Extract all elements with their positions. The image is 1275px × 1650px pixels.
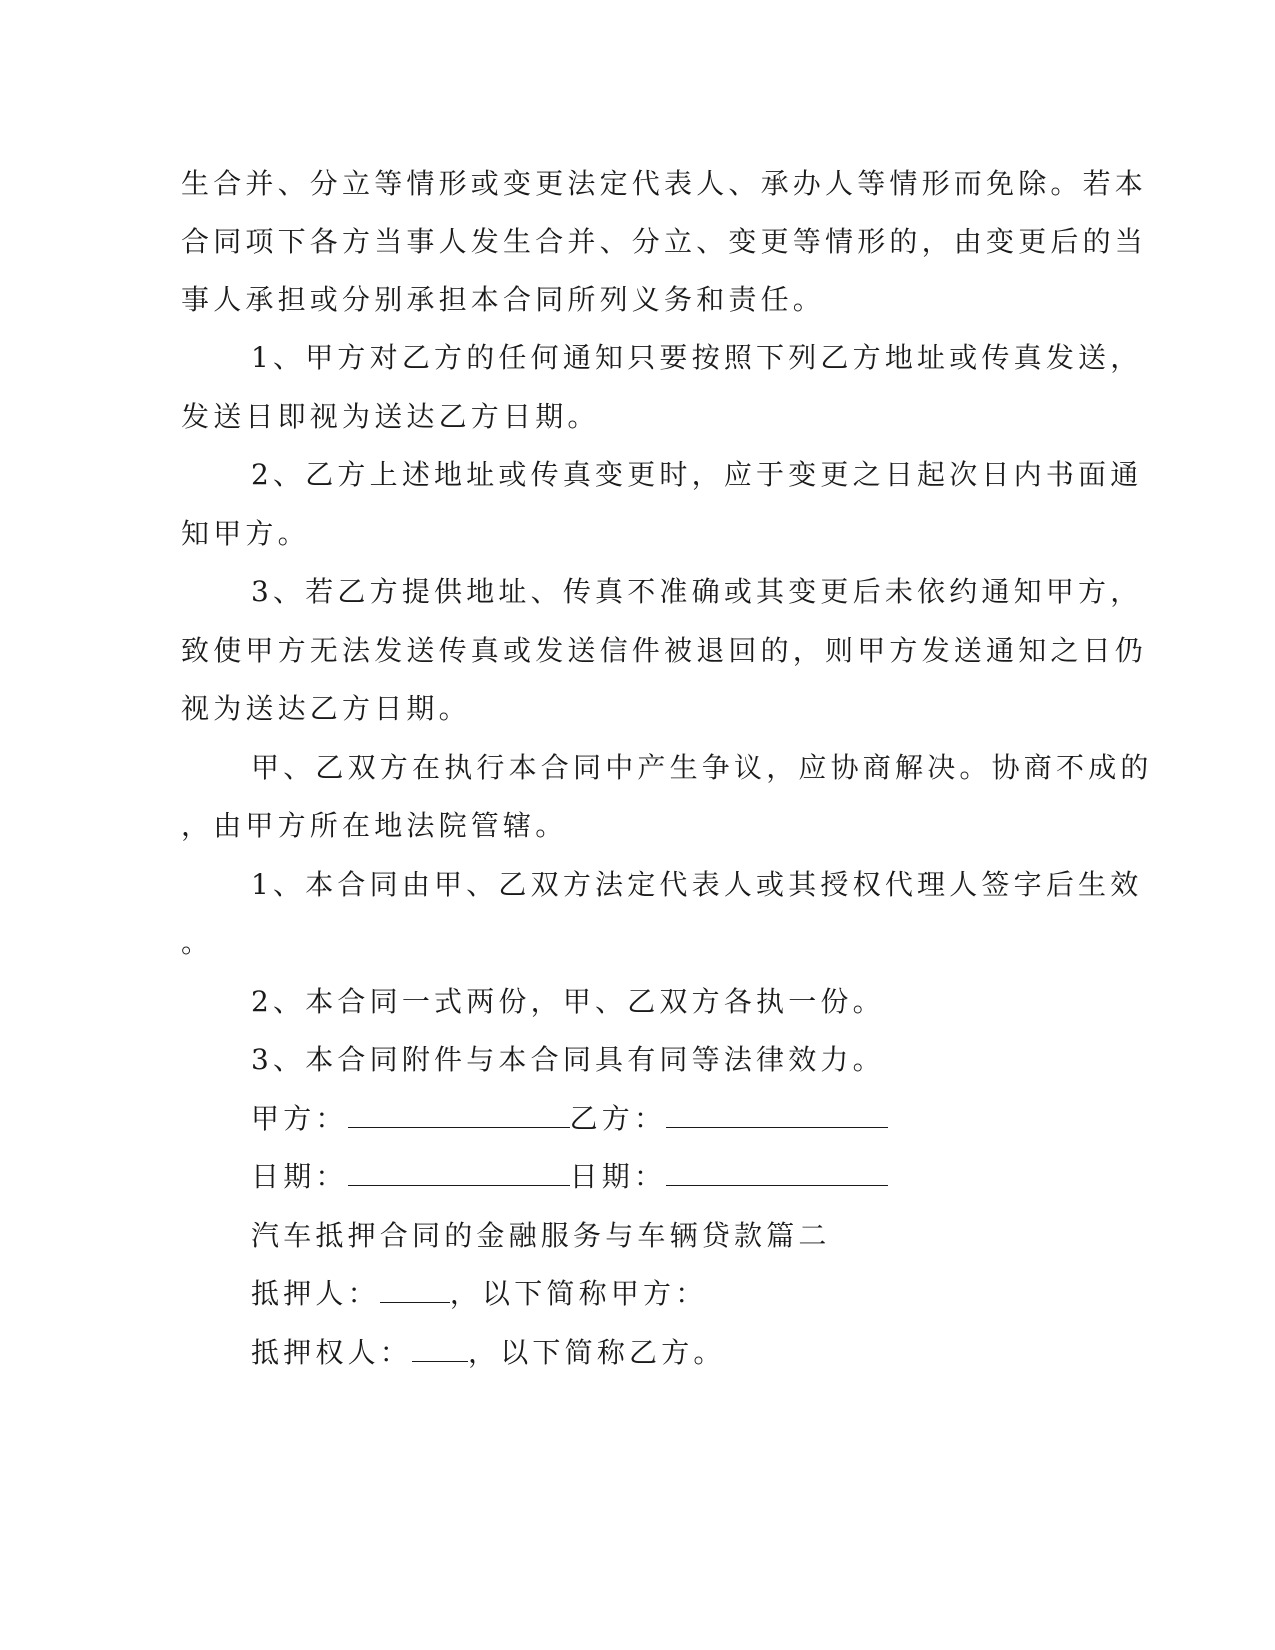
- mortgagee-suffix: ，以下简称乙方。: [468, 1336, 726, 1369]
- paragraph-line: 1、甲方对乙方的任何通知只要按照下列乙方地址或传真发送，: [251, 341, 1143, 374]
- mortgagor-row: [251, 1276, 707, 1312]
- mortgagee-row: [251, 1335, 726, 1371]
- date-a-label: 日期：: [251, 1160, 348, 1193]
- mortgagor-suffix: ，以下简称甲方：: [449, 1277, 708, 1310]
- mortgagor-blank[interactable]: [380, 1276, 450, 1303]
- paragraph-line: 。: [181, 926, 214, 959]
- party-b-label: 乙方：: [569, 1102, 667, 1135]
- date-b-label: 日期：: [569, 1160, 667, 1193]
- mortgagor-label: 抵押人：: [251, 1277, 380, 1310]
- paragraph-line: 发送日即视为送达乙方日期。: [181, 400, 600, 433]
- party-a-label: 甲方：: [251, 1102, 348, 1135]
- paragraph-line: 1、本合同由甲、乙双方法定代表人或其授权代理人签字后生效: [251, 868, 1143, 901]
- paragraph-line: 致使甲方无法发送传真或发送信件被退回的，则甲方发送通知之日仍: [181, 634, 1148, 667]
- paragraph-line: 3、本合同附件与本合同具有同等法律效力。: [251, 1043, 885, 1076]
- signature-row-date: [251, 1159, 888, 1195]
- paragraph-line: 2、乙方上述地址或传真变更时，应于变更之日起次日内书面通: [251, 458, 1143, 491]
- section-title: 汽车抵押合同的金融服务与车辆贷款篇二: [251, 1219, 831, 1252]
- mortgagee-blank[interactable]: [412, 1335, 468, 1362]
- party-a-blank[interactable]: [348, 1101, 570, 1128]
- date-b-blank[interactable]: [666, 1159, 888, 1186]
- signature-row-party: [251, 1101, 888, 1137]
- party-b-blank[interactable]: [666, 1101, 888, 1128]
- paragraph-line: 3、若乙方提供地址、传真不准确或其变更后未依约通知甲方，: [251, 575, 1143, 608]
- paragraph-line: ，由甲方所在地法院管辖。: [181, 809, 568, 842]
- date-a-blank[interactable]: [348, 1159, 570, 1186]
- mortgagee-label: 抵押权人：: [251, 1336, 413, 1369]
- paragraph-line: 视为送达乙方日期。: [181, 692, 471, 725]
- paragraph-line: 生合并、分立等情形或变更法定代表人、承办人等情形而免除。若本: [181, 167, 1148, 200]
- paragraph-line: 合同项下各方当事人发生合并、分立、变更等情形的，由变更后的当: [181, 225, 1148, 258]
- paragraph-line: 2、本合同一式两份，甲、乙双方各执一份。: [251, 985, 885, 1018]
- paragraph-line: 甲、乙双方在执行本合同中产生争议，应协商解决。协商不成的: [251, 751, 1153, 784]
- paragraph-line: 知甲方。: [181, 517, 310, 550]
- paragraph-line: 事人承担或分别承担本合同所列义务和责任。: [181, 283, 826, 316]
